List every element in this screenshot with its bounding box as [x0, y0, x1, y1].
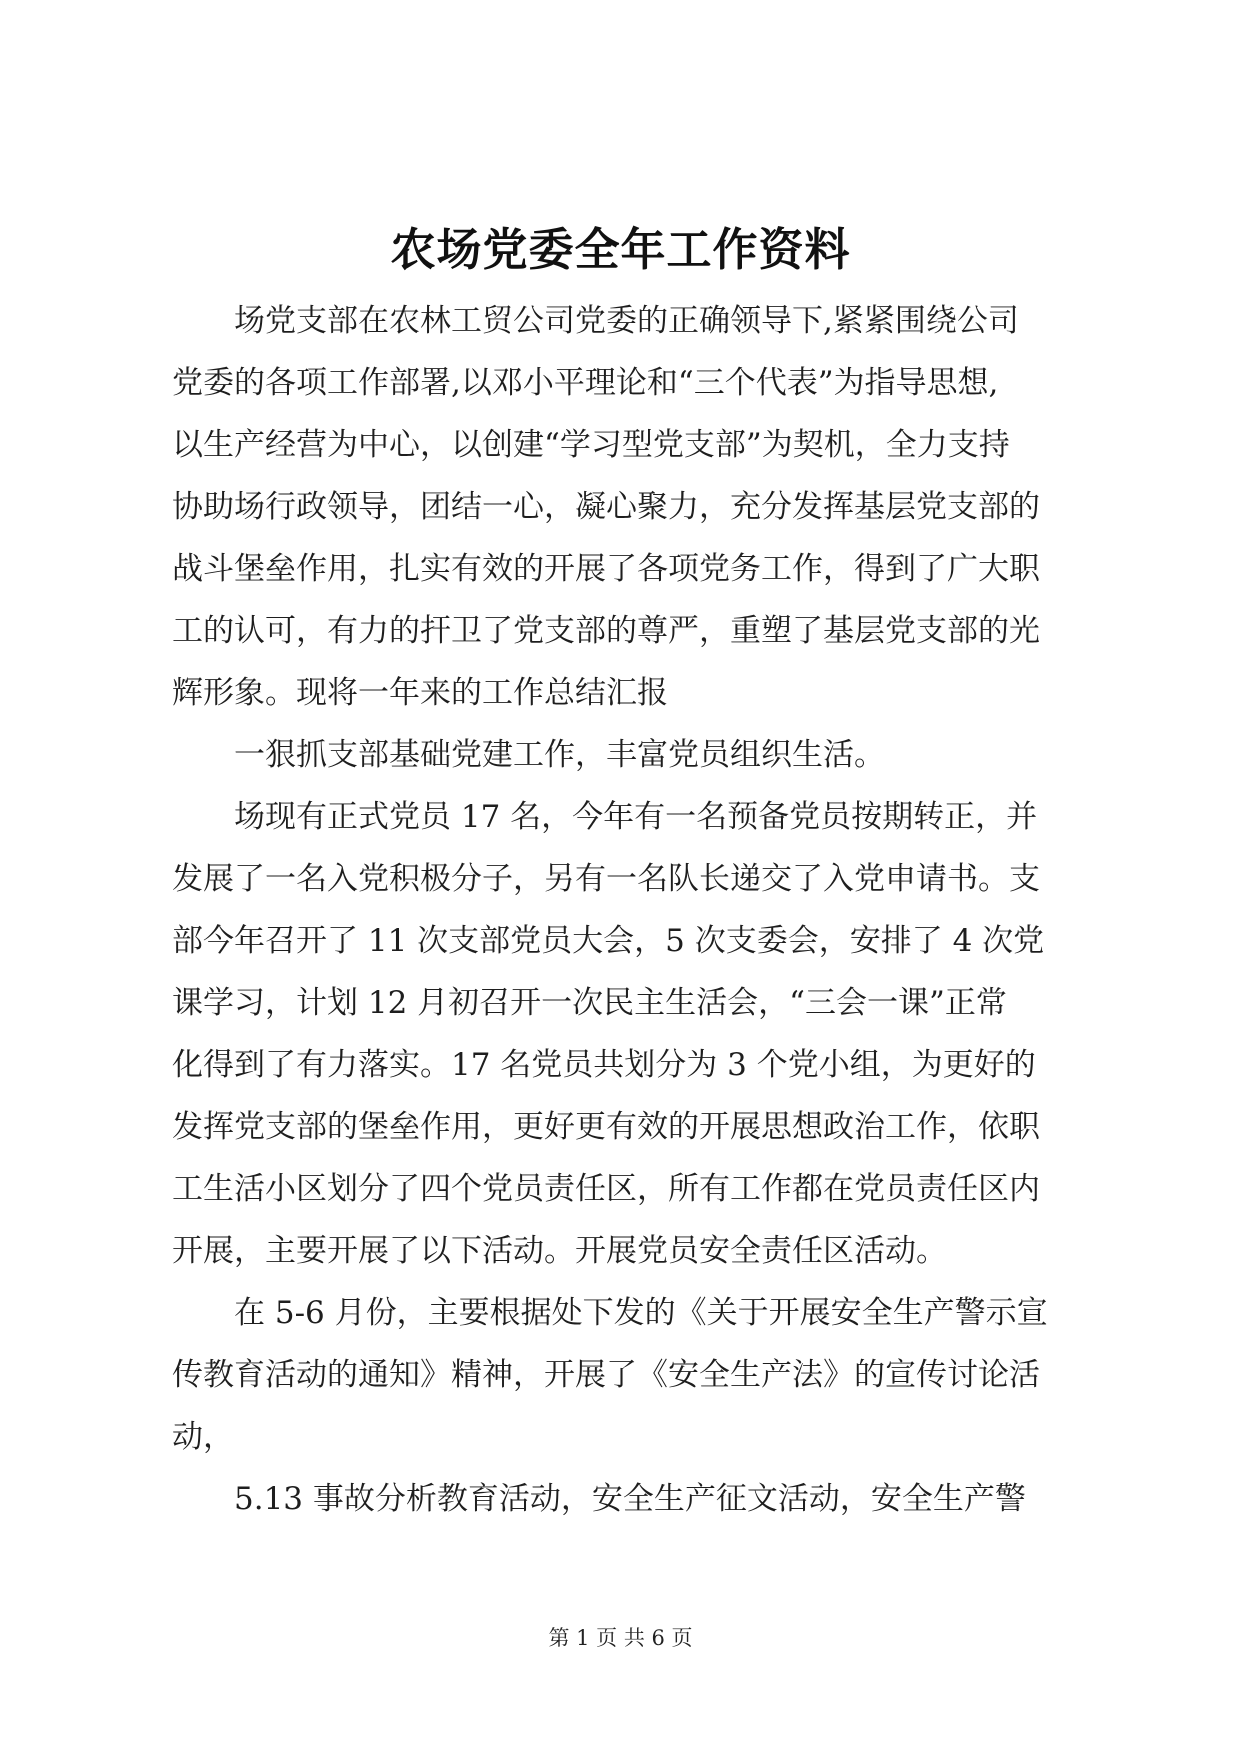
- page-number-footer: 第 1 页 共 6 页: [548, 1626, 693, 1650]
- document-title: 农场党委全年工作资料: [390, 223, 851, 276]
- body-line: 一狠抓支部基础党建工作，丰富党员组织生活。: [172, 737, 885, 773]
- body-line: 在 5-6 月份，主要根据处下发的《关于开展安全生产警示宣: [172, 1295, 1048, 1331]
- body-line: 开展，主要开展了以下活动。开展党员安全责任区活动。: [172, 1233, 947, 1269]
- body-line: 场现有正式党员 17 名，今年有一名预备党员按期转正，并: [172, 799, 1038, 835]
- body-line: 工生活小区划分了四个党员责任区，所有工作都在党员责任区内: [172, 1171, 1040, 1207]
- body-line: 传教育活动的通知》精神，开展了《安全生产法》的宣传讨论活: [172, 1357, 1040, 1393]
- body-line: 以生产经营为中心，以创建“学习型党支部”为契机，全力支持: [172, 427, 1010, 463]
- body-line: 战斗堡垒作用，扎实有效的开展了各项党务工作，得到了广大职: [172, 551, 1040, 587]
- body-line: 党委的各项工作部署,以邓小平理论和“三个代表”为指导思想,: [172, 365, 999, 401]
- body-line: 发展了一名入党积极分子，另有一名队长递交了入党申请书。支: [172, 861, 1040, 897]
- body-line: 5.13 事故分析教育活动，安全生产征文活动，安全生产警: [172, 1481, 1026, 1517]
- body-line: 动，: [172, 1419, 234, 1455]
- body-line: 化得到了有力落实。17 名党员共划分为 3 个党小组，为更好的: [172, 1047, 1036, 1083]
- document-body: [172, 290, 1084, 1530]
- body-line: 辉形象。现将一年来的工作总结汇报: [172, 675, 668, 711]
- body-line: 协助场行政领导，团结一心，凝心聚力，充分发挥基层党支部的: [172, 489, 1040, 525]
- body-line: 部今年召开了 11 次支部党员大会，5 次支委会，安排了 4 次党: [172, 923, 1045, 959]
- body-line: 工的认可，有力的扞卫了党支部的尊严，重塑了基层党支部的光: [172, 613, 1040, 649]
- body-line: 场党支部在农林工贸公司党委的正确领导下,紧紧围绕公司: [172, 303, 1019, 339]
- body-line: 课学习，计划 12 月初召开一次民主生活会，“三会一课”正常: [172, 985, 1007, 1021]
- body-line: 发挥党支部的堡垒作用，更好更有效的开展思想政治工作，依职: [172, 1109, 1040, 1145]
